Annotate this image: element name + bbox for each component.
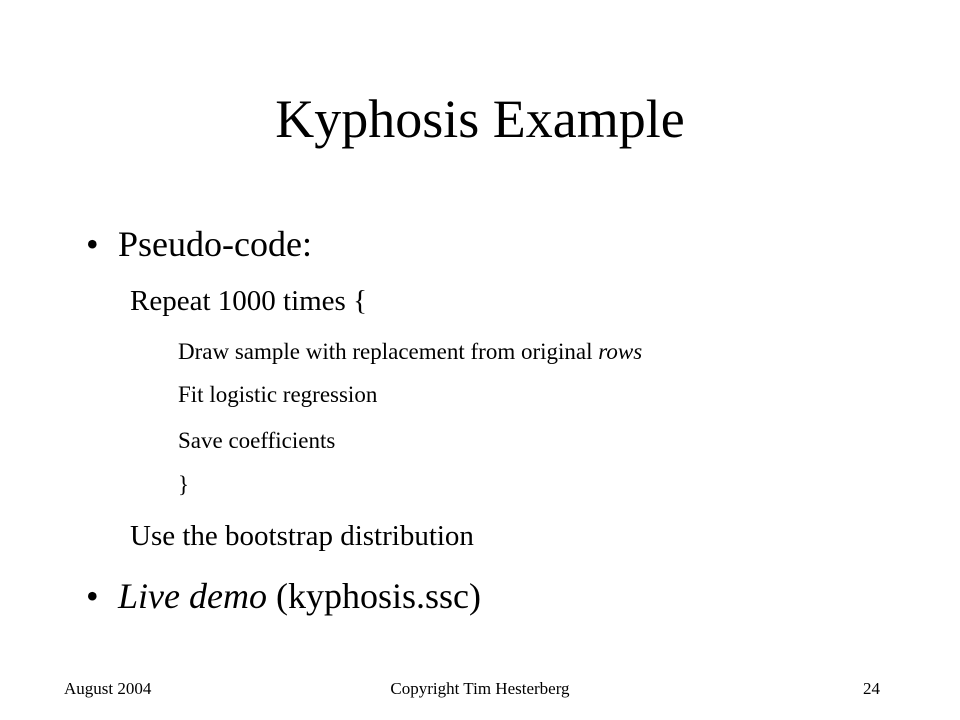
footer-page-number: 24 [863, 679, 880, 698]
footer-date: August 2004 [64, 679, 152, 698]
live-demo-file: (kyphosis.ssc) [266, 576, 481, 616]
bullet-dot-2: • [86, 576, 99, 616]
code-draw-emphasis: rows [598, 339, 643, 364]
code-use-line: Use the bootstrap distribution [130, 520, 474, 552]
code-draw-line [178, 340, 642, 363]
footer-copyright: Copyright Tim Hesterberg [390, 679, 570, 698]
bullet-pseudo-code: Pseudo-code: [118, 224, 312, 264]
code-repeat-line: Repeat 1000 times { [130, 285, 368, 317]
bullet-live-demo [118, 578, 481, 614]
code-fit-line: Fit logistic regression [178, 382, 378, 407]
code-draw-text: Draw sample with replacement from original [178, 339, 599, 364]
code-save-line: Save coefficients [178, 428, 336, 453]
live-demo-text: Live demo [118, 576, 267, 616]
code-close-brace: } [178, 472, 190, 497]
slide-title: Kyphosis Example [275, 89, 685, 149]
bullet-dot-1: • [86, 224, 99, 264]
